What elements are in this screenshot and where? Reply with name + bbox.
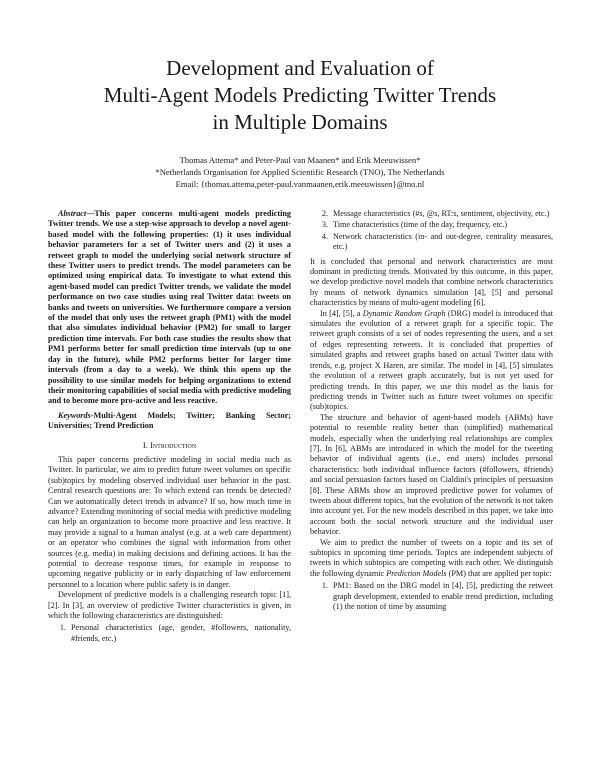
text-run: (DRG) model is introduced that simulates the evolution of a retweet graph for a specific topic. The retweet graph consists of a set of nodes representing the users, and a set of edges representing retweets. It is concluded that properties of simulated graphs and retweet graphs based on actual Twitter data with trends, e.g. project X Haren, are similar. The model in [4], [5] simulates the evolution of a retweet graph accurately, but is not yet used for predicting trends. In this paper, we use this model as the basis for predicting trends in Twitter such as future tweet volumes on specific (sub)topics. xyxy=(310,308,553,412)
characteristics-list-part-1 xyxy=(48,623,291,644)
affiliation: *Netherlands Organisation for Applied Scientific Research (TNO), The Netherlands xyxy=(155,167,445,177)
text-run: In [4], [5], a xyxy=(320,308,363,318)
list-item: 1. PM1: Based on the DRG model in [4], [5], predicting the retweet graph development, extended to enable trend prediction, including (1) the notion of time by assuming xyxy=(330,581,553,612)
list-item: 2. Message characteristics (#s, @s, RT:s, sentiment, objectivity, etc.) xyxy=(330,209,553,219)
abstract-lead: Abstract xyxy=(58,209,87,218)
list-item: 1. Personal characteristics (age, gender, #followers, nationality, #friends, etc.) xyxy=(68,623,291,644)
right-paragraph-4 xyxy=(310,538,553,580)
right-paragraph-2 xyxy=(310,309,553,413)
right-column xyxy=(310,209,553,616)
keywords xyxy=(48,411,291,432)
left-column xyxy=(48,209,291,648)
intro-paragraph-1: This paper concerns predictive modeling in social media such as Twitter. In particular, we aim to predict future tweet volumes on specific (sub)topics by modeling observed individual user behavior in the past. Central research questions are: To which extend can trends be detected? Can we automatically detect trends in advance? If so, how much time in advance? Extending monitoring of social media with predictive modeling can help an organization to become more proactive and less reactive. It may provide a signal to a human analyst (e.g. at a web care department) or an operator who combines the signal with information from other sources (e.g. media) in making decisions and defining actions. It has the potential to decrease response times, for example in response to upcoming negative publicity or in early dispatching of law enforcement personnel to a location where public safety is in danger. xyxy=(48,454,291,589)
keywords-text: -Multi-Agent Models; Twitter; Banking Sector; Universities; Trend Prediction xyxy=(48,410,291,431)
term-drg: Dynamic Random Graph xyxy=(362,308,446,318)
text-run: We aim to predict the number of tweets on a topic and its set of subtopics in upcoming time periods. Topics are independent subjects of tweets in which subtopics are competing with each other. We distinguish the following dynamic xyxy=(310,537,553,578)
section-heading-introduction: I. Introduction xyxy=(142,439,197,450)
author-list: Thomas Attema* and Peter-Paul van Maanen* and Erik Meeuwissen* xyxy=(179,155,421,165)
characteristics-list-part-2 xyxy=(310,209,553,253)
email-line: Email: {thomas.attema,peter-paul.vanmaanen,erik.meeuwissen}@tno.nl xyxy=(175,179,425,189)
abstract xyxy=(48,209,291,407)
right-paragraph-3: The structure and behavior of agent-based models (ABMs) have potential to resemble reality better than (simplified) mathematical models, especially when the underlying real relationships are complex [7]. In [6], ABMs are introduced in which the model for the tweeting behavior of individual agents (i.e., end users) includes personal characteristics: both individual influence factors (#followers, #friends) and social persuasion factors based on Cialdini's principles of persuasion [8]. These ABMs show an improved predictive power for volumes of tweets about different topics, but the evolution of the network is not taken into account yet. For the new models described in this paper, we take into account both the social network structure and the individual user behavior. xyxy=(310,412,553,537)
keywords-lead: Keywords xyxy=(58,410,91,420)
intro-paragraph-2: Development of predictive models is a challenging research topic [1], [2]. In [3], an overview of predictive Twitter characteristics is given, in which the following characteristics are distinguished: xyxy=(48,590,291,621)
title-line-2: Multi-Agent Models Predicting Twitter Trends xyxy=(103,83,497,107)
right-paragraph-1: It is concluded that personal and network characteristics are most dominant in predicting trends. Motivated by this outcome, in this paper, we develop predictive novel models that combine network characteristics by means of network dynamics simulation [4], [5] and personal characteristics by means of multi-agent modeling [6]. xyxy=(310,256,553,308)
text-run: (PM) that are applied per topic: xyxy=(446,568,552,578)
title-line-1: Development and Evaluation of xyxy=(166,56,434,80)
title-line-3: in Multiple Domains xyxy=(212,110,388,134)
abstract-text: —This paper concerns multi-agent models predicting Twitter trends. We use a step-wise approach to develop a novel agent-based model with the following properties: (1) it uses individual behavior parameters for a set of Twitter users and (2) it uses a retweet graph to model the underlying social network structure of these Twitter users to predict trends. The model parameters can be optimized using empirical data. To investigate to what extend this agent-based model can predict Twitter trends, we validate the model performance on two case studies using real Twitter data: tweets on banks and tweets on universities. We furthermore compare a version of the model that only uses the retweet graph (PM1) with the model that also simulates individual behavior (PM2) for small to larger prediction time intervals. For both case studies the results show that PM1 performs better for small prediction time intervals (up to one day in the future), while PM2 performs better for larger time intervals (from a day to a week). We think this opens up the possibility to use similar models for helping organizations to extend their monitoring capabilities of social media with predictive modeling and to become more pro-active and less reactive. xyxy=(48,209,291,406)
list-item: 4. Network characteristics (in- and out-degree, centrality measures, etc.) xyxy=(330,232,553,253)
prediction-model-list xyxy=(310,581,553,612)
list-item: 3. Time characteristics (time of the day, frequency, etc.) xyxy=(330,220,553,230)
paper-title xyxy=(60,55,540,136)
term-prediction-models: Prediction Models xyxy=(386,568,447,578)
